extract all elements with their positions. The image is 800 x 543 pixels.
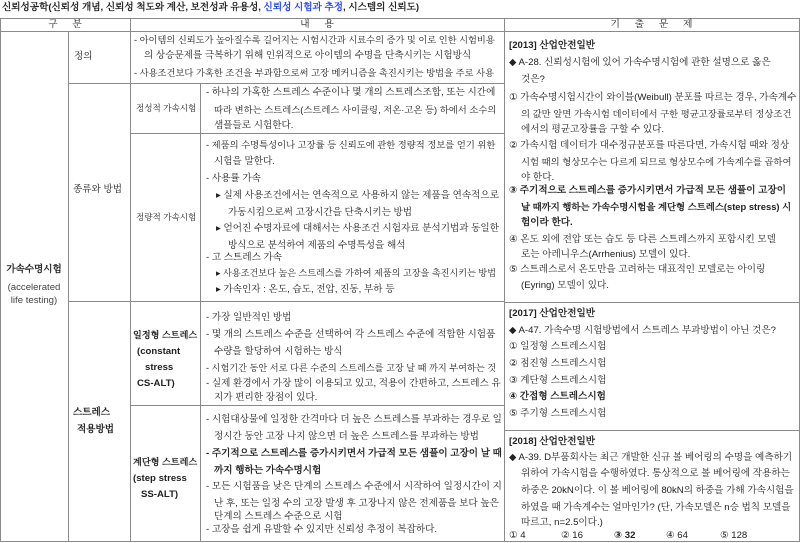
quantitative-text-line: - 제품의 수명특성이나 고장률 등 신뢰도에 관한 정량적 정보를 얻기 위한 — [206, 140, 496, 150]
definition-row-border — [68, 83, 505, 84]
exam-2013-option-1: ① 가속수명시험시간이 와이블(Weibull) 분포를 따르는 경우, 가속계수 — [509, 92, 797, 103]
exam-2018-question: 따르고, n=2.5이다.) — [521, 517, 603, 528]
exam-2018-option-2: ② 16 — [561, 530, 583, 541]
quantitative-text-line: 방식으로 분석하여 제품의 수명특성을 해석 — [228, 240, 406, 251]
definition-label: 정의 — [74, 51, 93, 62]
constant-stress-label: CS-ALT) — [137, 378, 175, 389]
document-title-main: 신뢰성공학(신뢰성 개념, 신뢰성 척도와 계산, 보전성과 유용성, — [2, 2, 264, 13]
constant-row-border — [130, 405, 505, 406]
column-divider-4 — [504, 18, 505, 542]
exam-2013-question: 것은? — [521, 74, 545, 85]
constant-stress-label: (constant — [137, 346, 181, 357]
exam-2018-question: 하였을 때 가속계수는 얼마인가? (단, 가속모델은 n승 법칙 모델을 — [521, 502, 791, 513]
step-stress-text-line: - 모든 시험품을 낮은 단계의 스트레스 수준에서 시작하여 일정시간이 지 — [206, 481, 502, 492]
exam-2013-option-4: 로는 아레니우스(Arrhenius) 모델이 있다. — [521, 249, 691, 260]
topic-english: (accelerated — [7, 282, 61, 293]
step-stress-text-line: 정시간 동안 고장 나지 않으면 더 높은 스트레스를 부과하는 방법 — [214, 431, 479, 442]
constant-stress-label: 일정형 스트레스 — [133, 330, 198, 340]
exam-2013-option-1: 에서의 평균고장률을 구할 수 있다. — [521, 124, 665, 135]
constant-stress-text-line: - 실제 환경에서 가장 많이 이용되고 있고, 적용이 간편하고, 스트레스 유 — [206, 378, 501, 389]
exam-2013-option-3: 험이라 한다. — [521, 217, 573, 228]
exam-2018-question: ◆ A-39. D부품회사는 최근 개발한 신규 볼 베어링의 수명을 예측하기 — [509, 452, 793, 463]
exam-2017-option-4: ④ 간접형 스트레스시험 — [509, 391, 606, 402]
step-stress-text-line: 까지 행하는 가속수명시험 — [214, 465, 322, 476]
topic-title: 가속수명시험 — [6, 264, 62, 275]
constant-stress-text-line: - 몇 개의 스트레스 수준을 선택하여 각 스트레스 수준에 적합한 시험품 — [206, 329, 496, 340]
exam-2013-option-5: ⑤ 스트레스로서 온도만을 고려하는 대표적인 모델로는 아이링 — [509, 264, 766, 275]
header-exam: 기 출 문 제 — [610, 19, 693, 30]
constant-stress-text-line: - 시험기간 동안 서로 다른 수준의 스트레스를 고장 날 때 까지 부여하는 것 — [206, 363, 497, 373]
qualitative-row-border — [130, 133, 505, 134]
step-stress-label: 계단형 스트레스 — [133, 457, 198, 467]
definition-text-line: - 아이템의 신뢰도가 높아질수록 길어지는 시험시간과 시료수의 증가 및 이로 인한 시험비용 — [134, 35, 495, 45]
definition-text-line: 의 상승문제를 극복하기 위해 인위적으로 아이템의 수명을 단축시키는 시험방식 — [144, 50, 472, 61]
exam-2013-option-3: 날 때까지 행하는 가속수명시험을 계단형 스트레스(step stress) 시 — [521, 202, 792, 212]
exam-2013-option-2: 야 한다. — [521, 172, 555, 183]
exam-2017-option-3: ③ 계단형 스트레스시험 — [509, 375, 607, 386]
header-category: 구 분 — [48, 19, 82, 30]
quantitative-text-line: ▸ 사용조건보다 높은 스트레스를 가하여 제품의 고장을 촉진시키는 방법 — [216, 268, 497, 278]
quantitative-label: 정량적 가속시험 — [136, 212, 197, 222]
table-left-border — [0, 18, 1, 542]
constant-stress-text-line: 수량을 할당하여 시험하는 방식 — [214, 346, 343, 357]
exam-2017-question: ◆ A-47. 가속수명 시험방법에서 스트레스 부과방법이 아닌 것은? — [509, 325, 776, 336]
exam-2013-option-3: ③ 주기적으로 스트레스를 증가시키면서 가급적 모든 샘플이 고장이 — [509, 185, 787, 196]
step-stress-text-line: 단계의 스트레스 수준으로 시험 — [214, 511, 343, 522]
exam-2013-option-2: 시험 때의 형상모수는 다르게 되므로 형상모수에 가속계수를 곱하여 — [521, 157, 792, 167]
quantitative-text-line: ▸ 실제 사용조건에서는 연속적으로 사용하지 않는 제품을 연속적으로 — [216, 190, 499, 201]
exam-2013-option-5: (Eyring) 모델이 있다. — [521, 280, 609, 291]
qualitative-text-line: 따라 변하는 스트레스(스트레스 사이클링, 저온·고온 등) 하에서 소수의 — [214, 105, 497, 115]
header-bottom-border — [0, 31, 800, 32]
exam-2018-option-3: ③ 32 — [614, 530, 636, 541]
qualitative-label: 정성적 가속시험 — [136, 103, 197, 113]
step-stress-text-line: - 주기적으로 스트레스를 증가시키면서 가급적 모든 샘플이 고장이 날 때 — [206, 448, 502, 459]
stress-methods-label: 적용방법 — [77, 424, 115, 435]
exam-2017-option-2: ② 점진형 스트레스시험 — [509, 358, 607, 369]
exam-2017-option-5: ⑤ 주기형 스트레스시험 — [509, 408, 607, 419]
step-stress-text-line: 난 후, 또는 일정 수의 고장 발생 후 고장나지 않은 전제품을 보다 높은 — [214, 498, 499, 509]
column-divider-1 — [68, 31, 69, 542]
definition-text-line: - 사용조건보다 가혹한 조건을 부과함으로써 고장 메커니즘을 촉진시키는 방법을 주로 사용 — [134, 68, 495, 78]
exam-2013-question: ◆ A-28. 신뢰성시험에 있어 가속수명시험에 관한 설명으로 옳은 — [509, 57, 771, 68]
stress-methods-label: 스트레스 — [73, 407, 111, 418]
header-content: 내 용 — [300, 19, 334, 30]
quantitative-text-line: - 고 스트레스 가속 — [206, 252, 283, 263]
quantitative-text-line: 가동시킴으로써 고장시간을 단축시키는 방법 — [228, 207, 413, 218]
quantitative-text-line: ▸ 얻어진 수명자료에 대해서는 사용조건 시험자료 분석기법과 동일한 — [216, 223, 499, 234]
step-stress-text-line: - 고장을 쉽게 유발할 수 있지만 신뢰성 추정이 복잡하다. — [206, 524, 438, 535]
exam-2018-option-5: ⑤ 128 — [720, 530, 748, 541]
constant-stress-text-line: - 가장 일반적인 방법 — [206, 312, 292, 323]
constant-stress-text-line: 지가 편리한 장점이 있다. — [214, 392, 318, 403]
step-stress-label: SS-ALT) — [141, 489, 179, 500]
exam-2017-option-1: ① 일정형 스트레스시험 — [509, 341, 607, 352]
quantitative-text-line: - 사용률 가속 — [206, 173, 261, 184]
quantitative-text-line: ▸ 가속인자 : 온도, 습도, 전압, 진동, 부하 등 — [216, 284, 395, 295]
document-title-highlight: 신뢰성 시험과 추정 — [263, 2, 344, 13]
qualitative-text-line: - 하나의 가혹한 스트레스 수준이나 몇 개의 스트레스조합, 또는 시간에 — [206, 87, 496, 98]
types-row-border — [68, 301, 505, 302]
exam-2013-heading: [2013] 산업안전일반 — [509, 40, 596, 51]
document-title-end: , 시스템의 신뢰도) — [343, 2, 420, 13]
qualitative-text-line: 샘플들로 시험한다. — [214, 120, 294, 131]
topic-english: life testing) — [10, 295, 58, 306]
exam-2018-option-4: ④ 64 — [666, 530, 688, 541]
column-divider-2 — [130, 18, 131, 542]
column-divider-3 — [200, 83, 201, 542]
exam-2017-heading: [2017] 산업안전일반 — [509, 308, 596, 319]
constant-stress-label: stress — [145, 362, 174, 373]
exam-divider-2017 — [504, 302, 800, 303]
exam-2018-question: 위하여 가속시험을 수행하였다. 통상적으로 볼 베어링에 작용하는 — [521, 468, 790, 479]
exam-2018-heading: [2018] 산업안전일반 — [509, 436, 596, 447]
types-label: 종류와 방법 — [73, 184, 123, 195]
document-title — [2, 1, 622, 15]
exam-2013-option-1: 의 값만 알면 가속시험 데이터에서 구한 평균고장률로부터 정상조건 — [521, 109, 792, 119]
exam-2013-option-2: ② 가속시험 데이터가 대수정규분포를 따른다면, 가속시험 때와 정상 — [509, 140, 790, 151]
step-stress-label: (step stress — [133, 473, 187, 484]
step-stress-text-line: - 시험대상물에 일정한 간격마다 더 높은 스트레스를 부과하는 경우로 일 — [206, 414, 502, 425]
exam-2018-option-1: ① 4 — [509, 530, 526, 541]
quantitative-text-line: 시험을 말한다. — [214, 156, 275, 167]
exam-2018-question: 하중은 20kN이다. 이 볼 베어링에 80kN의 하중을 가해 가속시험을 — [521, 485, 794, 496]
exam-divider-2018 — [504, 430, 800, 431]
exam-2013-option-4: ④ 온도 외에 전압 또는 습도 등 다른 스트레스까지 포함시킨 모델 — [509, 234, 776, 245]
